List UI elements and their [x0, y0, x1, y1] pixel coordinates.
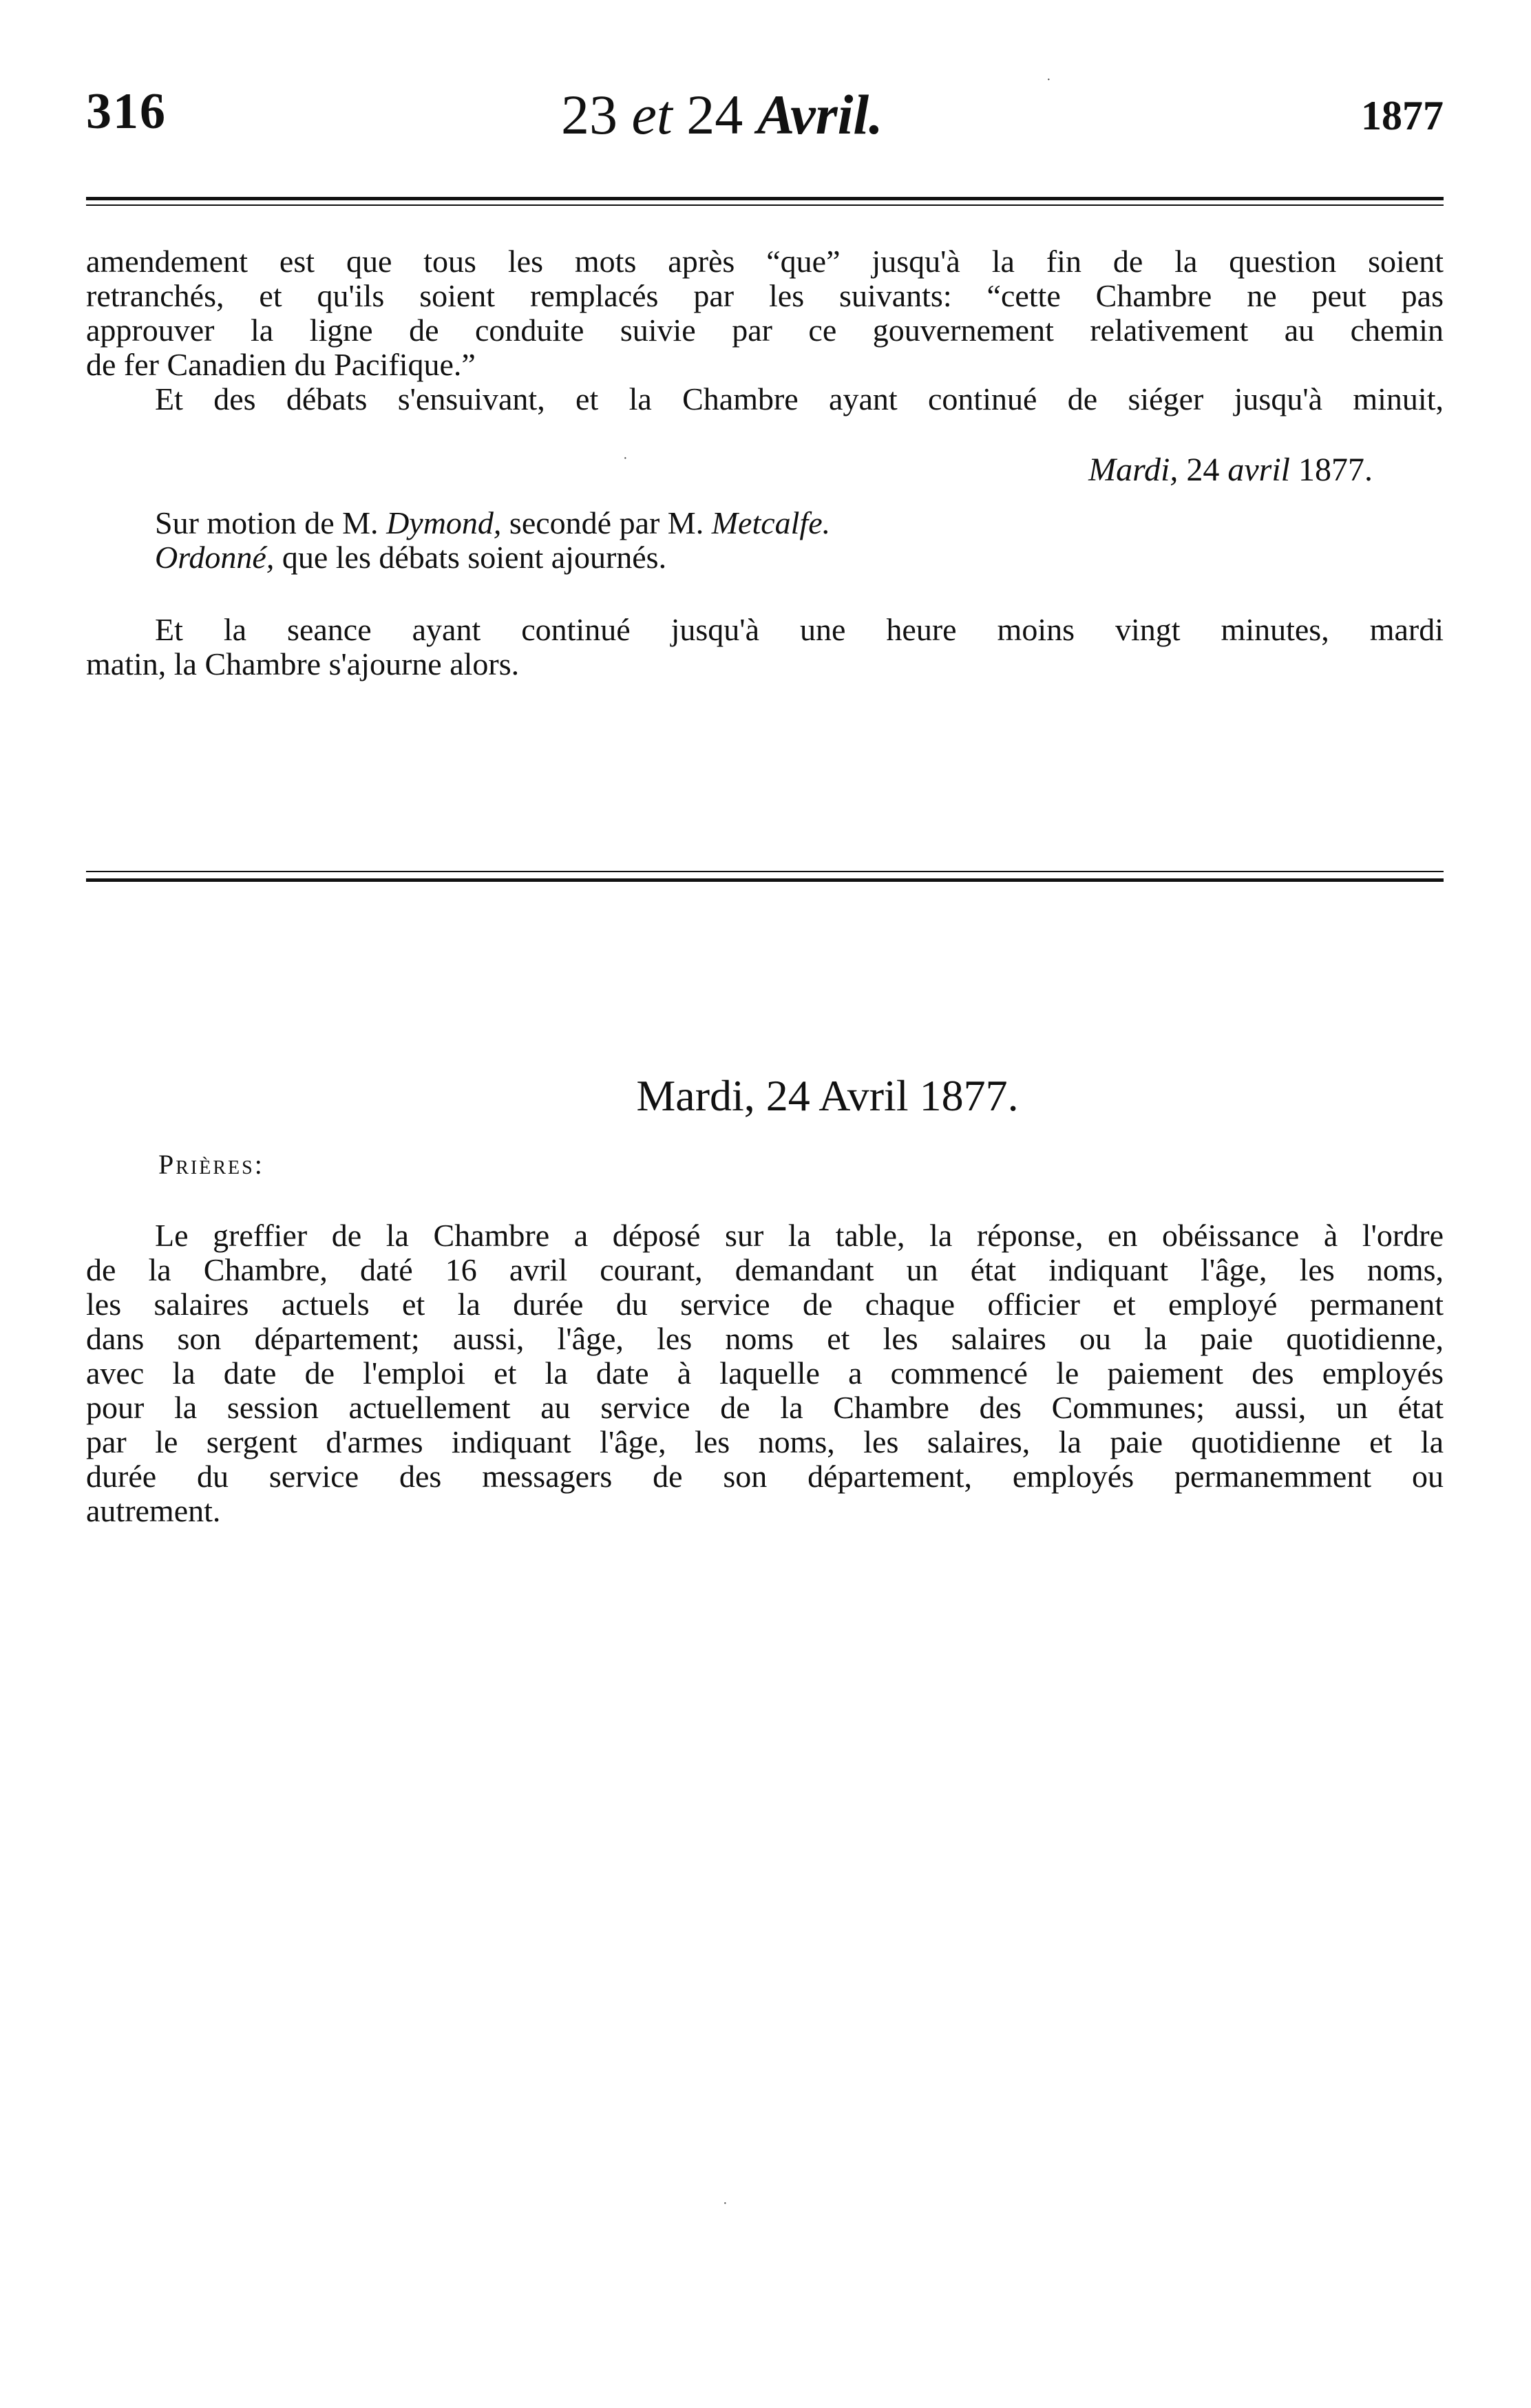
return-line: avec la date de l'emploi et la date à laquelle a commencé le paiement des employés — [86, 1355, 1444, 1391]
page-number: 316 — [86, 83, 167, 140]
return-line: pour la session actuellement au service de la Chambre des Communes; aussi, un état — [86, 1390, 1444, 1425]
return-line: Le greffier de la Chambre a déposé sur la table, la réponse, en obéissance à l'ordre — [155, 1218, 1444, 1253]
date-line — [1088, 451, 1373, 489]
header-rule-thin — [86, 204, 1444, 206]
adjournment-paragraph — [86, 613, 1444, 682]
section-rule-thin — [86, 871, 1444, 872]
date-day: Mardi, — [1088, 452, 1179, 488]
section-rule-thick — [86, 878, 1444, 882]
motion-seconder: Metcalfe. — [711, 505, 831, 540]
amendment-line: retranchés, et qu'ils soient remplacés par les suivants: “cette Chambre ne peut pas — [86, 278, 1444, 313]
motion-paragraph — [86, 506, 1444, 575]
date-number: 24 — [1186, 452, 1220, 488]
motion-middle: secondé par M. — [509, 505, 704, 540]
return-line: autrement. — [86, 1493, 221, 1528]
sitting-date-heading: Mardi, 24 Avril 1877. — [636, 1071, 1019, 1120]
date-month: avril — [1227, 452, 1290, 488]
running-title — [561, 83, 883, 147]
print-speck: · — [723, 2196, 728, 2211]
amendment-paragraph — [86, 244, 1444, 416]
return-line: de la Chambre, daté 16 avril courant, demandant un état indiquant l'âge, les noms, — [86, 1252, 1444, 1287]
ordered-label: Ordonné, — [155, 540, 275, 575]
prayers-label: Prières: — [158, 1149, 264, 1180]
title-day-1: 23 — [561, 83, 617, 146]
print-speck: · — [623, 451, 628, 466]
ordered-text: que les débats soient ajournés. — [282, 540, 667, 575]
adjournment-line: Et la seance ayant continué jusqu'à une heure moins vingt minutes, mardi — [155, 612, 1444, 647]
date-year: 1877. — [1298, 452, 1373, 488]
debate-line: Et des débats s'ensuivant, et la Chambre ayant continué de siéger jusqu'à minuit, — [155, 381, 1444, 416]
ordered-line — [155, 540, 1444, 575]
title-day-2: 24 — [686, 83, 743, 146]
title-month: Avril. — [757, 83, 883, 146]
print-speck: · — [1046, 72, 1051, 87]
title-et: et — [631, 83, 673, 146]
return-line: dans son département; aussi, l'âge, les noms et les salaires ou la paie quotidienne, — [86, 1321, 1444, 1356]
header-year: 1877 — [1361, 93, 1444, 138]
running-header — [86, 83, 1444, 151]
adjournment-line: matin, la Chambre s'ajourne alors. — [86, 646, 520, 682]
return-paragraph — [86, 1218, 1444, 1528]
motion-mover: Dymond, — [386, 505, 502, 540]
amendment-line: de fer Canadien du Pacifique.” — [86, 347, 476, 382]
return-line: par le sergent d'armes indiquant l'âge, les noms, les salaires, la paie quotidienne et la — [86, 1424, 1444, 1459]
header-rule-thick — [86, 197, 1444, 200]
return-line: les salaires actuels et la durée du service de chaque officier et employé permanent — [86, 1287, 1444, 1322]
amendment-line: amendement est que tous les mots après “que” jusqu'à la fin de la question soient — [86, 244, 1444, 279]
motion-line — [155, 506, 1444, 540]
return-line: durée du service des messagers de son département, employés permanemment ou — [86, 1459, 1444, 1494]
motion-prefix: Sur motion de M. — [155, 505, 379, 540]
amendment-line: approuver la ligne de conduite suivie par ce gouvernement relativement au chemin — [86, 313, 1444, 348]
